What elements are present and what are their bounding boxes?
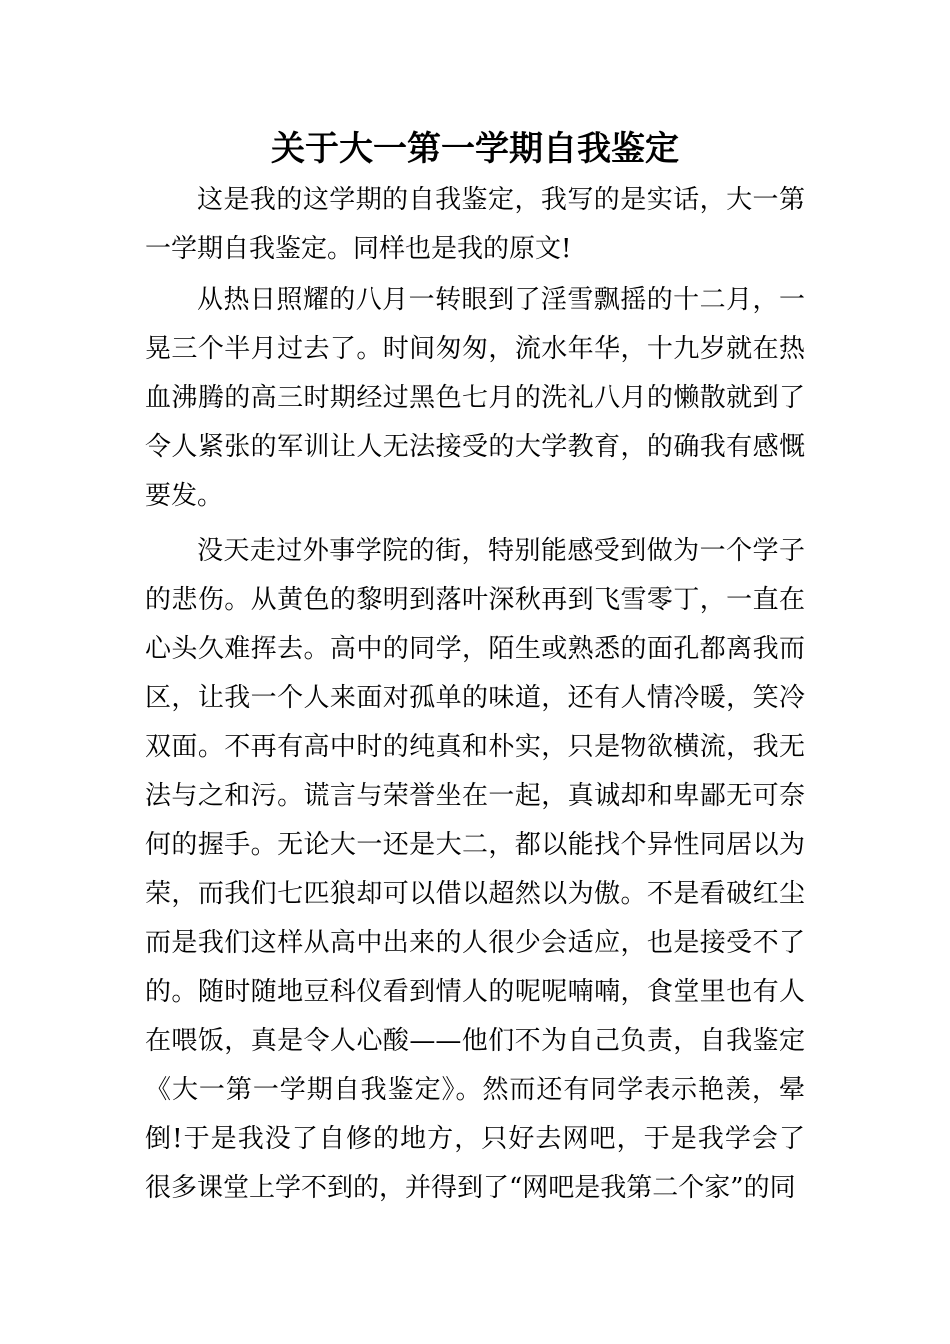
document-title: 关于大一第一学期自我鉴定 [271,129,679,169]
paragraph-time-passing: 从热日照耀的八月一转眼到了淫雪飘摇的十二月，一晃三个半月过去了。时间匆匆，流水年华，十九岁就在热血沸腾的高三时期经过黑色七月的洗礼八月的懒散就到了令人紧张的军训让人无法接受的大学教育，的确我有感慨要发。 [145,285,805,511]
paragraph-campus-life: 没天走过外事学院的街，特别能感受到做为一个学子的悲伤。从黄色的黎明到落叶深秋再到飞雪零丁，一直在心头久难挥去。高中的同学，陌生或熟悉的面孔都离我而区，让我一个人来面对孤单的味道，还有人情冷暖，笑冷双面。不再有高中时的纯真和朴实，只是物欲横流，我无法与之和污。谎言与荣誉坐在一起，真诚却和卑鄙无可奈何的握手。无论大一还是大二，都以能找个异性同居以为荣，而我们七匹狼却可以借以超然以为傲。不是看破红尘而是我们这样从高中出来的人很少会适应，也是接受不了的。随时随地豆科仪看到情人的呢呢喃喃，食堂里也有人在喂饭，真是令人心酸——他们不为自己负责，自我鉴定《大一第一学期自我鉴定》。然而还有同学表示艳羡，晕倒!于是我没了自修的地方，只好去网吧，于是我学会了很多课堂上学不到的，并得到了“网吧是我第二个家”的同 [145,536,805,1203]
paragraph-intro: 这是我的这学期的自我鉴定，我写的是实话，大一第一学期自我鉴定。同样也是我的原文! [145,185,805,264]
document-body [145,176,805,1213]
